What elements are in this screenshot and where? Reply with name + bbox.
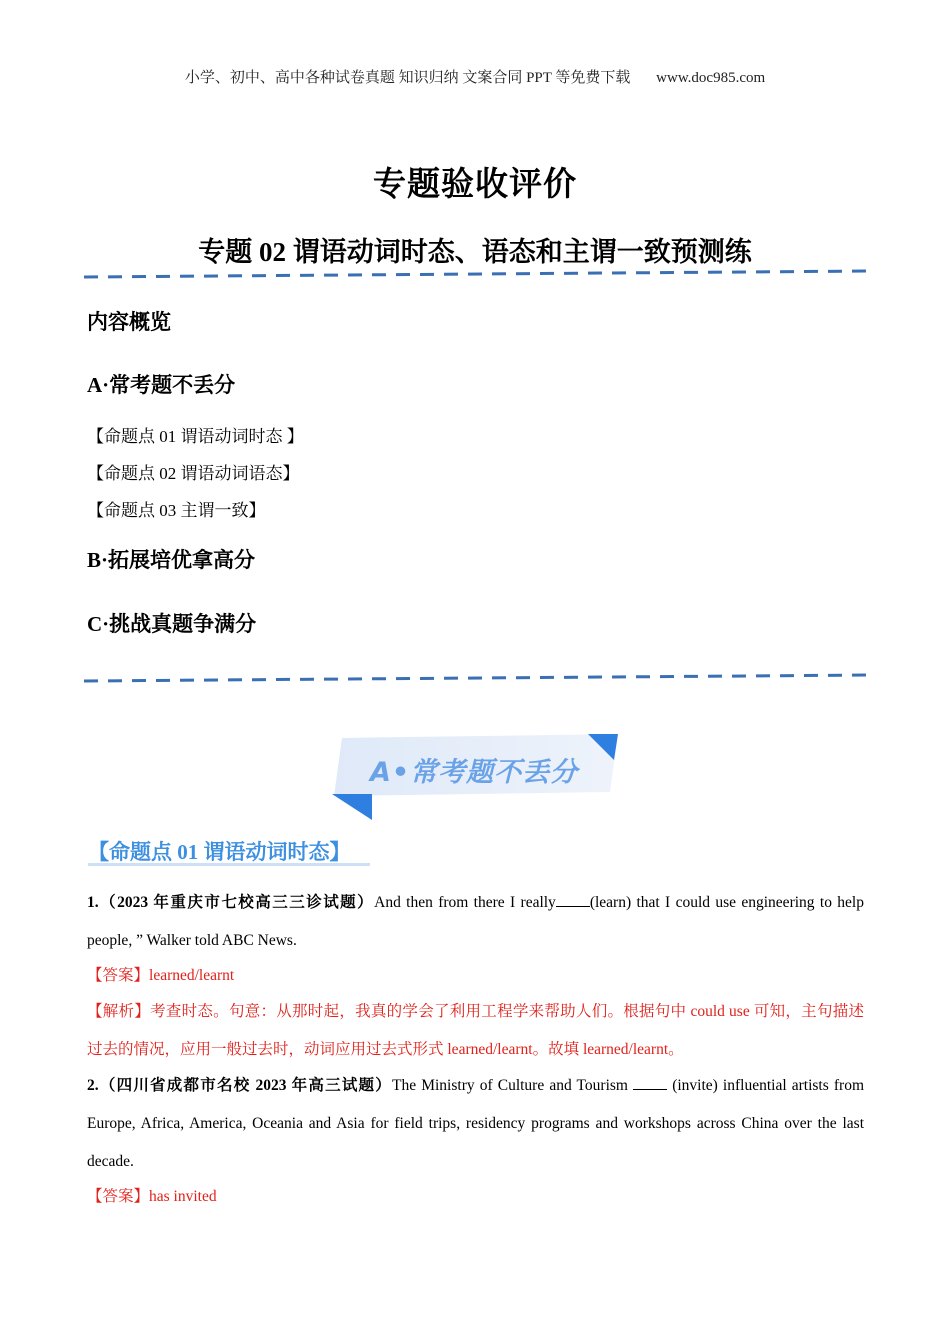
question-1-number: 1. [87,894,99,911]
question-2-stem-b: (invite) influential artists from Europe, Africa, America, Oceania and Asia for field trips, residency programs and workshops across China over the last decade. [87,1077,864,1170]
point-heading: 【命题点 01 谓语动词时态】 [88,840,351,864]
toc-point-02: 【命题点 02 谓语动词语态】 [87,464,300,483]
question-1-blank [556,894,590,907]
question-1-analysis [87,993,864,1069]
overview-heading: 内容概览 [87,310,171,334]
question-2-number: 2. [87,1077,99,1094]
answer-text: has invited [149,1188,217,1205]
section-b-label: B·拓展培优拿高分 [87,548,256,572]
toc-point-01: 【命题点 01 谓语动词时态 】 [87,427,304,446]
page-header [0,66,950,87]
question-2 [87,1067,864,1181]
question-1-answer [87,957,864,995]
analysis-label: 【解析】 [87,1003,151,1020]
page-subtitle: 专题 02 谓语动词时态、语态和主谓一致预测练 [198,237,752,267]
question-2-blank [633,1077,667,1090]
answer-label: 【答案】 [87,967,150,984]
section-c-label: C·挑战真题争满分 [87,612,257,636]
page-title: 专题验收评价 [373,167,577,203]
analysis-text: 考查时态。句意：从那时起，我真的学会了利用工程学来帮助人们。根据句中 could use 可知，主句描述过去的情况，应用一般过去时，动词应用过去式形式 learned/learnt。故填 learned/learnt。 [87,1003,864,1058]
question-2-source: （四川省成都市名校 2023 年高三试题） [98,1077,393,1094]
banner-title: A•常考题不丢分 [370,757,579,788]
question-1-stem-a: And then from there I really [374,894,556,911]
question-1-source: （2023 年重庆市七校高三三诊试题） [98,894,375,911]
question-1 [87,884,864,960]
question-2-answer [87,1178,864,1216]
answer-text: learned/learnt [149,967,235,984]
question-2-stem-a: The Ministry of Culture and Tourism [392,1077,628,1094]
header-text: 小学、初中、高中各种试卷真题 知识归纳 文案合同 PPT 等免费下载 [184,70,631,86]
divider-top [84,268,872,280]
toc-point-03: 【命题点 03 主谓一致】 [87,501,266,520]
question-1-stem-b: (learn) that I could use engineering to help people, ” Walker told ABC News. [87,894,864,949]
divider-bottom [84,672,872,684]
header-site: www.doc985.com [656,70,766,86]
section-a-label: A·常考题不丢分 [87,373,236,397]
answer-label: 【答案】 [87,1188,150,1205]
